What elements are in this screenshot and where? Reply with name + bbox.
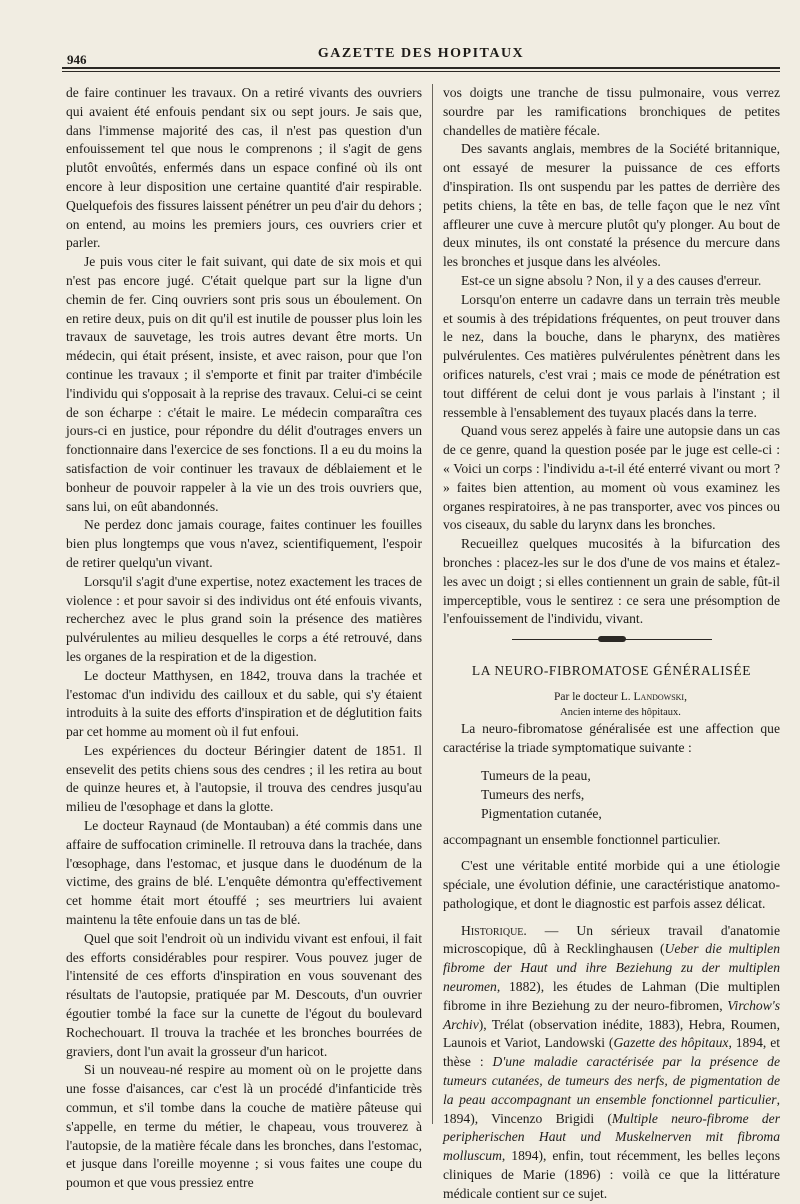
list-item: Tumeurs des nerfs, xyxy=(481,786,585,802)
text-run: , 1894), enfin, tout récemment, les belles leçons cliniques de Marie (1896) : voilà ce que la littérature médicale contient sur ce sujet. xyxy=(443,1148,780,1201)
historique-label: Historique. xyxy=(461,922,527,938)
paragraph: vos doigts une tranche de tissu pulmonaire, vous verrez sourdre par les ramifications bronchiques de petites chandelles de matière fécale. xyxy=(443,85,780,138)
historique-paragraph xyxy=(443,922,780,1204)
column-divider xyxy=(432,84,433,1124)
paragraph: Des savants anglais, membres de la Société britannique, ont essayé de mesurer la puissance de ces efforts d'inspiration. Ils ont suspendu par les pattes de derrière des petits chiens, la tête en bas, de telle façon que le nez vînt affleurer une cuve à mercure plutôt qu'y plonger. Au bout de deux minutes, ils ont constaté la présence du mercure dans les bronches et jusque dans les alvéoles. xyxy=(443,141,780,270)
text-run: — Un sérieux travail d'anatomie microscopique, dû à Recklinghausen ( xyxy=(443,922,780,957)
section-separator xyxy=(512,639,712,640)
italic-title: Multiple neuro-fibrome der peripherischen Haut und Muskelnerven mit fibroma molluscum xyxy=(443,1110,780,1164)
text-run: ), Trélat (observation inédite, 1883), Hebra, Roumen, Launois et Variot, Landowski ( xyxy=(443,1016,780,1051)
paragraph: Ne perdez donc jamais courage, faites continuer les fouilles bien plus longtemps que vous n'avez, scientifiquement, l'espoir de retirer quelqu'un vivant. xyxy=(66,517,422,570)
paragraph: Le docteur Matthysen, en 1842, trouva dans la trachée et l'estomac d'un individu des cailloux et du sable, qui s'y étaient introduits à la suite des efforts d'inspiration et de déglutition faits par cet homme au moment où il fut enfoui. xyxy=(66,667,422,740)
paragraph: Quel que soit l'endroit où un individu vivant est enfoui, il fait des efforts considérables pour respirer. Vous pouvez juger de l'intensité de ces efforts d'inspiration en vous souvenant des résultats de l'autopsie, pratiquée par M. Descouts, d'un ouvrier égoutier tombé la face sur la cunette de l'égout du boulevard Rochechouart. Il trouva la trachée et les bronches bourrées de graviers, dont l'un avait la grosseur d'un haricot. xyxy=(66,930,422,1059)
italic-title: Ueber die multiplen fibrome der Haut und ihre Beziehung zu der multiplen neuromen xyxy=(443,941,780,995)
paragraph: Quand vous serez appelés à faire une autopsie dans un cas de ce genre, quand la question posée par le juge est celle-ci : « Voici un corps : l'individu a-t-il été enterré vivant ou mort ? » faites bien attention, au moment où vous examinez les organes respiratoires, à ne pas transporter, avec vos pinces ou vos ciseaux, du sable du larynx dans les bronches. xyxy=(443,423,780,533)
right-column xyxy=(443,84,780,1204)
intro-paragraph: La neuro-fibromatose généralisée est une affection que caractérise la triade symptomatique suivante : xyxy=(443,720,780,755)
paragraph: Si un nouveau-né respire au moment où on le projette dans une fosse d'aisances, car c'est là un procédé d'infanticide très commun, et s'il tombe dans la couche de matière pâteuse qui s'appelle, en terme du métier, le chapeau, vous trouverez à l'autopsie, de la matière fécale dans les bronches, dans l'estomac, et jusque dans l'oreille moyenne ; si vous faites une coupe du poumon et que vous pressiez entre xyxy=(66,1062,422,1191)
spacer xyxy=(443,914,780,922)
header-rule-thick xyxy=(62,67,780,69)
header-rule-thin xyxy=(62,71,780,72)
byline-prefix: Par le docteur xyxy=(554,690,618,703)
article-byline xyxy=(443,689,780,705)
article-title: LA NEURO-FIBROMATOSE GÉNÉRALISÉE xyxy=(471,663,752,679)
page-header xyxy=(62,42,780,66)
text-run: , 1882), les études de Lahman (Die multiplen fibrome in ihre Beziehung zu der neuro-fibromen, xyxy=(443,979,780,1013)
paragraph: de faire continuer les travaux. On a retiré vivants des ouvriers qui avaient été enfouis pendant six ou sept jours. Je sais que, dans l'immense majorité des cas, il n'est pas question d'un enfouissement tel que nous le comprenons ; il s'agit de gens plutôt envoûtés, enfermés dans un espace confiné où ils ont encore à leur disposition une certaine quantité d'air respirable. Quelquefois des fissures laissent pénétrer un peu d'air du dehors ; on entend, au moins les premiers jours, ces ouvriers crier et parler. xyxy=(66,85,422,251)
italic-title: D'une maladie caractérisée par la présence de tumeurs cutanées, de tumeurs des nerfs, de pigmentation de la peau accompagnant un ensemble fonctionnel particulier xyxy=(443,1054,780,1107)
author-name: L. Landowski, xyxy=(620,690,687,703)
paragraph: Recueillez quelques mucosités à la bifurcation des bronches : placez-les sur le dos d'une de vos mains et étalez-les avec un doigt ; si elles contiennent un grain de sable, fût-il imperceptible, vous le sentirez : ce sera une présomption de l'enfouissement de l'individu, vivant. xyxy=(443,536,780,627)
italic-title: Virchow's Archiv xyxy=(443,997,780,1032)
paragraph: Je puis vous citer le fait suivant, qui date de six mois et qui n'est pas encore jugé. C'était quelque part sur la ligne d'un chemin de fer. Cinq ouvriers sont pris sous un éboulement. On en retire deux, puis on dit qu'il est inutile de pousser plus loin les travaux de sauvetage, les trois autres devant être morts. Un médecin, qui était présent, insiste, et avec raison, pour que l'on continue les travaux ; il s'emporte et finit par traiter d'imbécile l'individu qui s'opposait à la reprise des travaux. Celui-ci se ceint de son écharpe : c'était le maire. Le médecin comparaîtra ces jours-ci en justice, pour répondre du délit d'outrages envers un fonctionnaire dans l'exercice de ses fonctions. Il a eu du moins la satisfaction de voir continuer les travaux de déblaiement et le bonheur de pouvoir rappeler à la vie un des trois ouvriers que, sans lui, on eût abandonnés. xyxy=(66,254,422,514)
text-run: , 1894, et thèse : xyxy=(443,1035,780,1070)
italic-title: Gazette des hôpitaux xyxy=(613,1035,729,1051)
paragraph: Le docteur Raynaud (de Montauban) a été commis dans une affaire de suffocation criminelle. Il retrouva dans la trachée, dans l'œsophage, dans l'estomac, et jusque dans le duodénum de la victime, des grains de blé. L'enquête démontra qu'effectivement cet homme était mort étouffé ; ses meurtriers lui avaient maintenu la tête enfouie dans un tas de blé. xyxy=(66,818,422,928)
paragraph: Est-ce un signe absolu ? Non, il y a des causes d'erreur. xyxy=(461,272,762,288)
text-run: , 1894), Vincenzo Brigidi ( xyxy=(443,1091,780,1126)
list-item: Pigmentation cutanée, xyxy=(481,805,602,821)
spacer xyxy=(443,849,780,857)
separator-ornament xyxy=(598,636,626,642)
list-item: Tumeurs de la peau, xyxy=(481,767,591,783)
paragraph: Lorsqu'on enterre un cadavre dans un terrain très meuble et soumis à des trépidations fréquentes, on peut trouver dans le nez, dans la bouche, dans le pharynx, des matières pulvérulentes. Ces matières pulvérulentes pénètrent dans les orifices naturels, c'est vrai ; mais ce mode de pénétration est tout différent de celui dont je vous parlais à l'instant ; il ressemble à l'ensablement des tuyaux placés dans la terre. xyxy=(443,291,780,420)
paragraph: accompagnant un ensemble fonctionnel particulier. xyxy=(443,831,721,847)
paragraph: Lorsqu'il s'agit d'une expertise, notez exactement les traces de violence : et pour savoir si des individus ont été enfouis vivants, recherchez avec le plus grand soin la présence des matières pulvérulentes au milieu desquelles le corps a été retrouvé, dans les organes de la respiration et de la digestion. xyxy=(66,573,422,664)
symptom-triad-list xyxy=(443,766,780,823)
author-role: Ancien interne des hôpitaux. xyxy=(560,706,681,718)
left-column xyxy=(66,84,422,1193)
page-number: 946 xyxy=(67,52,87,67)
paragraph: Les expériences du docteur Béringier datent de 1851. Il ensevelit des petits chiens sous des cendres ; il les retira au bout de quinze heures et, à l'autopsie, il trouva des cendres jusqu'au milieu de l'œsophage et dans la glotte. xyxy=(66,742,422,815)
entity-paragraph: C'est une véritable entité morbide qui a une étiologie spéciale, une évolution définie, une caractéristique anatomo-pathologique, et dont le diagnostic est parfois assez délicat. xyxy=(443,858,780,911)
journal-title: GAZETTE DES HOPITAUX xyxy=(317,46,525,61)
